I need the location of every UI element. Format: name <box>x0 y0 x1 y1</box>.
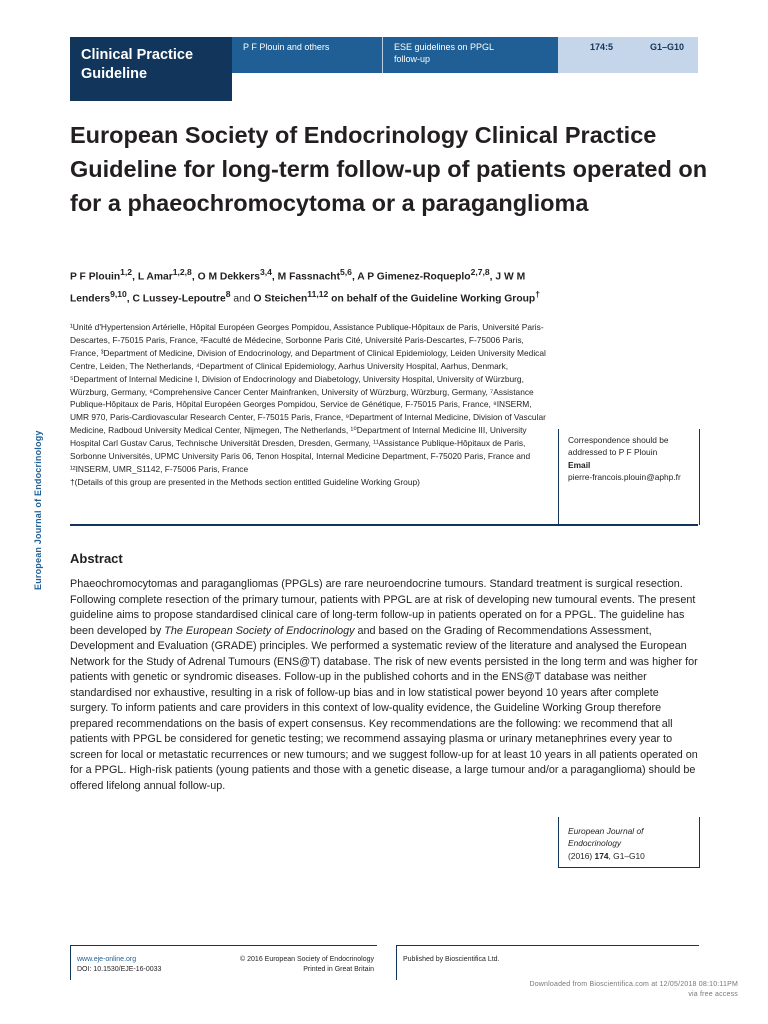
abstract-italic: The European Society of Endocrinology <box>164 624 355 637</box>
author: L Amar <box>137 271 173 283</box>
author: O M Dekkers <box>197 271 260 283</box>
author: A P Gimenez-Roqueplo <box>357 271 471 283</box>
email-label: Email <box>568 459 591 470</box>
citation-volume: 174 <box>594 850 609 861</box>
correspondence <box>568 434 693 483</box>
author-list: P F Plouin$^{1,2}$, L Amar$^{1,2,8}$, O M Dekkers$^{3,4}$, M Fassnacht$^{5,6}$, A P Gimenez-Roqueplo$^{2,7,8}$, J W M Lenders$^{9,10}$, C Lussey-Lepoutre$^8$ and O Steichen$^{11,12}$ on behalf of the Guideline Working Group† <box>70 267 540 305</box>
abstract-heading: Abstract <box>70 551 123 566</box>
correspondence-text: Correspondence should be addressed to P F Plouin <box>568 435 669 458</box>
citation-journal: European Journal of Endocrinology <box>568 826 644 849</box>
running-authors: P F Plouin and others <box>243 42 330 52</box>
article-title: European Society of Endocrinology Clinical Practice Guideline for long-term follow-up of patients operated on for a phaeochromocytoma or a paraganglioma <box>70 122 708 216</box>
group-author: on behalf of the Guideline Working Group <box>331 293 536 305</box>
affiliation-text: ¹Unité d'Hypertension Artérielle, Hôpital Européen Georges Pompidou, Assistance Publique-Hôpitaux de Paris, Université Paris-Descartes, F-75015 Paris, France, ²Faculté de Médecine, Sorbonne Paris Cité, Université Paris-Descartes, F-75006 Paris, France, ³Department of Medicine, Division of Endocrinology, and Department of Clinical Epidemiology, Leiden University Medical Centre, Leiden, The Netherlands, ⁴Department of Clinical Epidemiology, Aarhus University Hospital, Aarhus, Denmark, ⁵Department of Internal Medicine I, Division of Endocrinology and Diabetology, University Hospital, University of Würzburg, Würzburg, Germany, ⁶Comprehensive Cancer Center Mainfranken, University of Würzburg, Würzburg, Germany, ⁷Assistance Publique-Hôpitaux de Paris, Hôpital Européen Georges Pompidou, Service de Génétique, F-75015 Paris, France, ⁸INSERM, UMR 970, Paris-Cardiovascular Research Center, F-75015 Paris, France, ⁹Department of Internal Medicine, Division of Vascular Medicine, Radboud University Medical Center, Nijmegen, The Netherlands, ¹⁰Department of Internal Medicine III, University Hospital Carl Gustav Carus, Technische Universität Dresden, Dresden, Germany, ¹¹Assistance Publique-Hôpitaux de Paris, Sorbonne Universités, UPMC University Paris 06, Tenon Hospital, Internal Medicine Department, F-75020 Paris, France and ¹²INSERM, UMR_S1142, F-75006 Paris, France <box>70 322 546 474</box>
running-header <box>232 37 558 73</box>
copyright: © 2016 European Society of Endocrinology <box>240 956 374 963</box>
section-label: Clinical Practice Guideline <box>81 47 194 82</box>
author: J W M Lenders <box>70 271 526 305</box>
doi: DOI: 10.1530/EJE-16-0033 <box>77 966 162 973</box>
issue-box <box>558 37 698 73</box>
section-label-box <box>70 37 232 101</box>
page-range: G1–G10 <box>650 42 685 52</box>
citation: European Journal of Endocrinology (2016) 174, G1–G10 <box>568 825 693 862</box>
volume-issue: 174:5 <box>590 42 614 52</box>
download-notice: Downloaded from Bioscientifica.com at 12/05/2018 08:10:11PM via free access <box>529 981 738 998</box>
publisher: Published by Bioscientifica Ltd. <box>403 956 500 963</box>
footer-left <box>70 945 377 980</box>
printed: Printed in Great Britain <box>303 966 374 973</box>
author: O Steichen <box>253 293 308 305</box>
abstract-body: Phaeochromocytomas and paragangliomas (PPGLs) are rare neuroendocrine tumours. Standard treatment is surgical resection. Following complete resection of the primary tumour, patients with PPGL are at risk of developing new tumoural events. The present guideline aims to propose standardised clinical care of long-term follow-up in patients operated on for a PPGL. The guideline has been developed by The European Society of Endocrinology and based on the Grading of Recommendations Assessment, Development and Evaluation (GRADE) principles. We performed a systematic review of the literature and analysed the European Network for the Study of Adrenal Tumours (ENS@T) database. The risk of new events persisted in the long term and was higher for patients with genetic or syndromic diseases. Follow-up in the published cohorts and in the ENS@T database was neither standardised nor exhaustive, resulting in a risk of follow-up bias and in low statistical power beyond 10 years after complete surgery. To inform patients and care providers in this context of low-quality evidence, the Guideline Working Group therefore prepared recommendations on the basis of expert consensus. Key recommendations are the following: we recommend that all patients with PPGL be considered for genetic testing; we recommend assaying plasma or urinary metanephrines every year to screen for local or metastatic recurrences or new tumours; and we suggest follow-up for at least 10 years in all patients operated on for a PPGL. High-risk patients (young patients and those with a genetic disease, a large tumour and/or a paraganglioma) should be offered lifelong annual follow-up. <box>70 578 698 792</box>
affiliations <box>70 321 550 489</box>
group-note: †(Details of this group are presented in the Methods section entitled Guideline Working Group) <box>70 476 420 487</box>
email-address[interactable]: pierre-francois.plouin@aphp.fr <box>568 471 681 482</box>
footer-right <box>396 945 699 980</box>
running-title: ESE guidelines on PPGL follow-up <box>394 42 494 64</box>
header-divider <box>382 37 383 73</box>
journal-url[interactable]: www.eje-online.org <box>77 956 137 963</box>
divider-rule <box>70 524 698 526</box>
author: C Lussey-Lepoutre <box>132 293 226 305</box>
author: P F Plouin <box>70 271 121 283</box>
author: M Fassnacht <box>277 271 341 283</box>
journal-sidebar-label: European Journal of Endocrinology <box>33 430 43 590</box>
